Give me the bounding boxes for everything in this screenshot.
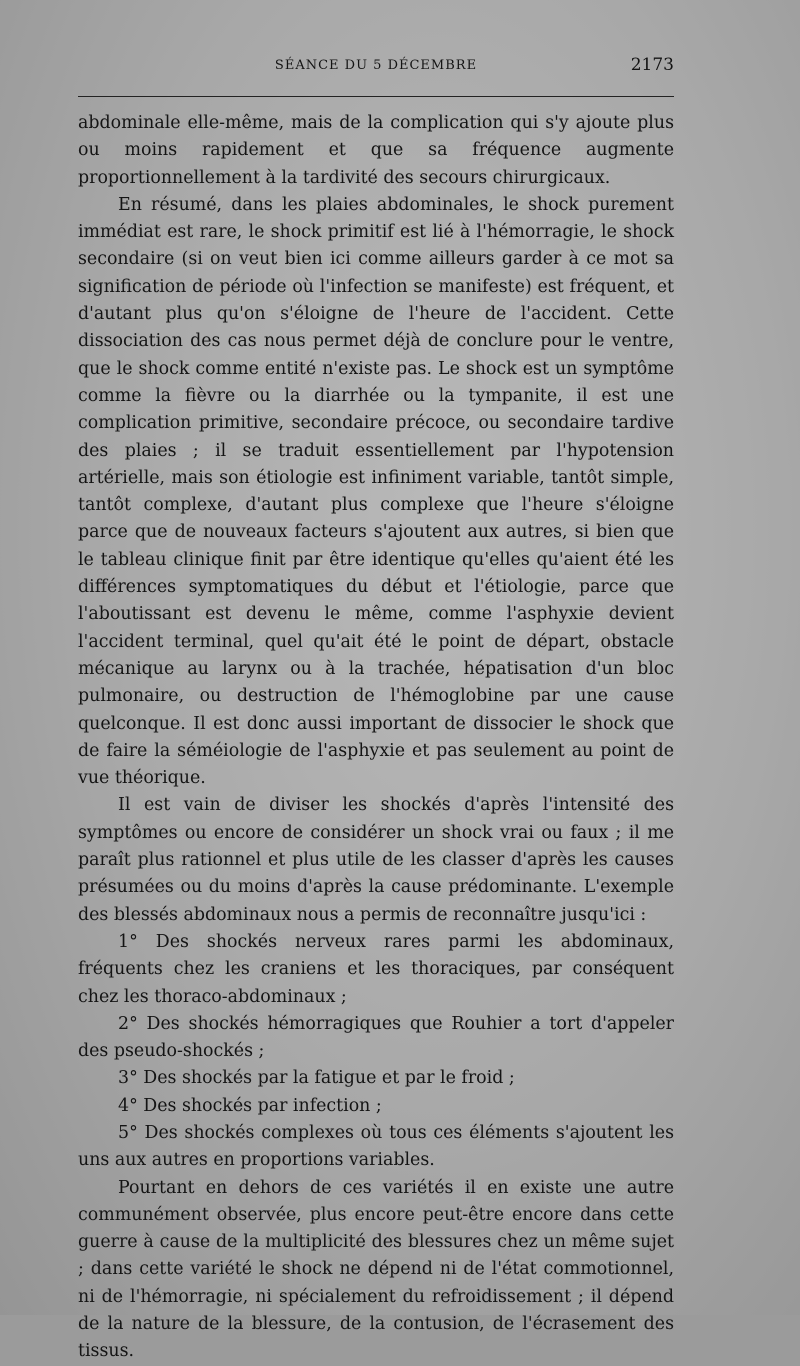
body-text — [78, 110, 674, 1366]
page-number: 2173 — [630, 55, 674, 75]
running-title: SÉANCE DU 5 DÉCEMBRE — [274, 58, 478, 73]
page-header — [78, 52, 674, 80]
list-item-5: 5° Des shockés complexes où tous ces éléments s'ajoutent les uns aux autres en proportions variables. — [78, 1122, 674, 1171]
list-item-3: 3° Des shockés par la fatigue et par le froid ; — [118, 1068, 515, 1089]
paragraph-other-variety: Pourtant en dehors de ces variétés il en existe une autre communément observée, plus encore peut-être encore dans cette guerre à cause de la multiplicité des blessures chez un même sujet ; dans cette variété le shock ne dépend ni de l'état commotionnel, ni de l'hémorragie, ni spécialement du refroidissement ; il dépend de la nature de la blessure, de la contusion, de l'écrasement des tissus. — [78, 1177, 674, 1362]
list-item-2: 2° Des shockés hémorragiques que Rouhier a tort d'appeler des pseudo-shockés ; — [78, 1013, 674, 1062]
list-item-4: 4° Des shockés par infection ; — [118, 1095, 382, 1116]
header-rule — [78, 96, 674, 97]
paragraph-summary: En résumé, dans les plaies abdominales, le shock purement immédiat est rare, le shock primitif est lié à l'hémorragie, le shock secondaire (si on veut bien ici comme ailleurs garder à ce mot sa signification de période où l'infection se manifeste) est fréquent, et d'autant plus qu'on s'éloigne de l'heure de l'accident. Cette dissociation des cas nous permet déjà de conclure pour le ventre, que le shock comme entité n'existe pas. Le shock est un symptôme comme la fièvre ou la diarrhée ou la tympanite, il est une complication primitive, secondaire précoce, ou secondaire tardive des plaies ; il se traduit essentiellement par l'hypotension artérielle, mais son étiologie est infiniment variable, tantôt simple, tantôt complexe, d'autant plus complexe que l'heure s'éloigne parce que de nouveaux facteurs s'ajoutent aux autres, si bien que le tableau clinique finit par être identique qu'elles qu'aient été les différences symptomatiques du début et l'étiologie, parce que l'aboutissant est devenu le même, comme l'asphyxie devient l'accident terminal, quel qu'ait été le point de départ, obstacle mécanique au larynx ou à la trachée, hépatisation d'un bloc pulmonaire, ou destruction de l'hémoglobine par une cause quelconque. Il est donc aussi important de dissocier le shock que de faire la séméiologie de l'asphyxie et pas seulement au point de vue théorique. — [78, 194, 674, 789]
paragraph-continuation: abdominale elle-même, mais de la complication qui s'y ajoute plus ou moins rapidement et que sa fréquence augmente proportionnellement à la tardivité des secours chirurgicaux. — [78, 113, 674, 188]
list-item-1: 1° Des shockés nerveux rares parmi les abdominaux, fréquents chez les craniens et les thoraciques, par conséquent chez les thoraco-abdominaux ; — [78, 931, 674, 1007]
paragraph-classification: Il est vain de diviser les shockés d'après l'intensité des symptômes ou encore de considérer un shock vrai ou faux ; il me paraît plus rationnel et plus utile de les classer d'après les causes présumées ou du moins d'après la cause prédominante. L'exemple des blessés abdominaux nous a permis de reconnaître jusqu'ici : — [78, 795, 674, 925]
